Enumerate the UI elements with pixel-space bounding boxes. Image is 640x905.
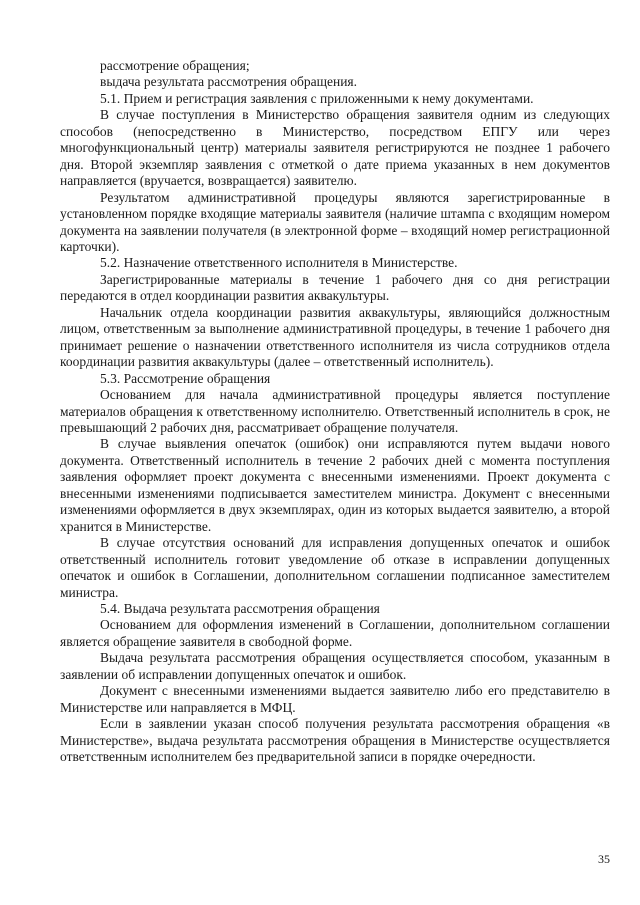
paragraph: В случае выявления опечаток (ошибок) они исправляются путем выдачи нового документа. Ответственный исполнитель в течение 2 рабочих дней с момента поступления заявления оформляет проект документа с внесенными изменениями. Проект документа с внесенными изменениями подписывается заместителем министра. Документ с внесенными изменениями оформляется в двух экземплярах, один из которых выдается заявителю, а второй хранится в Министерстве. [60, 436, 610, 534]
section-heading-5-3: 5.3. Рассмотрение обращения [100, 370, 271, 386]
section-heading-5-4: 5.4. Выдача результата рассмотрения обращения [100, 600, 380, 616]
page-number: 35 [598, 852, 610, 866]
section-heading-5-1: 5.1. Прием и регистрация заявления с приложенными к нему документами. [100, 90, 534, 106]
paragraph: Документ с внесенными изменениями выдается заявителю либо его представителю в Министерстве или направляется в МФЦ. [60, 683, 610, 715]
paragraph: В случае отсутствия оснований для исправления допущенных опечаток и ошибок ответственный исполнитель готовит уведомление об отказе в исправлении допущенных опечаток и ошибок в Соглашении, дополнительном соглашении подписанное заместителем министра. [60, 535, 610, 600]
paragraph: Зарегистрированные материалы в течение 1 рабочего дня со дня регистрации передаются в отдел координации развития аквакультуры. [60, 271, 610, 304]
paragraph: Если в заявлении указан способ получения результата рассмотрения обращения «в Министерстве», выдача результата рассмотрения обращения в Министерстве осуществляется ответственным исполнителем без предварительной записи в порядке очередности. [60, 716, 610, 765]
paragraph: Результатом административной процедуры являются зарегистрированные в установленном порядке входящие материалы заявителя (наличие штампа с входящим номером документа на заявлении получателя (в электронной форме – входящий номер регистрационной карточки). [60, 189, 610, 254]
paragraph: Основанием для начала административной процедуры является поступление материалов обращения к ответственному исполнителю. Ответственный исполнитель в срок, не превышающий 2 рабочих дня, рассматривает обращение получателя. [60, 387, 610, 435]
paragraph: Выдача результата рассмотрения обращения осуществляется способом, указанным в заявлении об исправлении допущенных опечаток и ошибок. [60, 650, 610, 682]
paragraph: выдача результата рассмотрения обращения. [100, 74, 358, 90]
paragraph: рассмотрение обращения; [100, 58, 250, 73]
paragraph: В случае поступления в Министерство обращения заявителя одним из следующих способов (непосредственно в Министерство, посредством ЕПГУ или через многофункциональный центр) материалы заявителя регистрируются не позднее 1 рабочего дня. Второй экземпляр заявления с отметкой о дате приема указанных в нем документов направляется (вручается, возвращается) заявителю. [60, 107, 610, 189]
section-heading-5-2: 5.2. Назначение ответственного исполнителя в Министерстве. [100, 255, 458, 271]
paragraph: Начальник отдела координации развития аквакультуры, являющийся должностным лицом, ответственным за выполнение административной процедуры, в течение 1 рабочего дня принимает решение о назначении ответственного исполнителя из числа сотрудников отдела координации развития аквакультуры (далее – ответственный исполнитель). [60, 304, 610, 370]
body-text [60, 58, 610, 765]
paragraph: Основанием для оформления изменений в Соглашении, дополнительном соглашении является обращение заявителя в свободной форме. [60, 617, 610, 649]
